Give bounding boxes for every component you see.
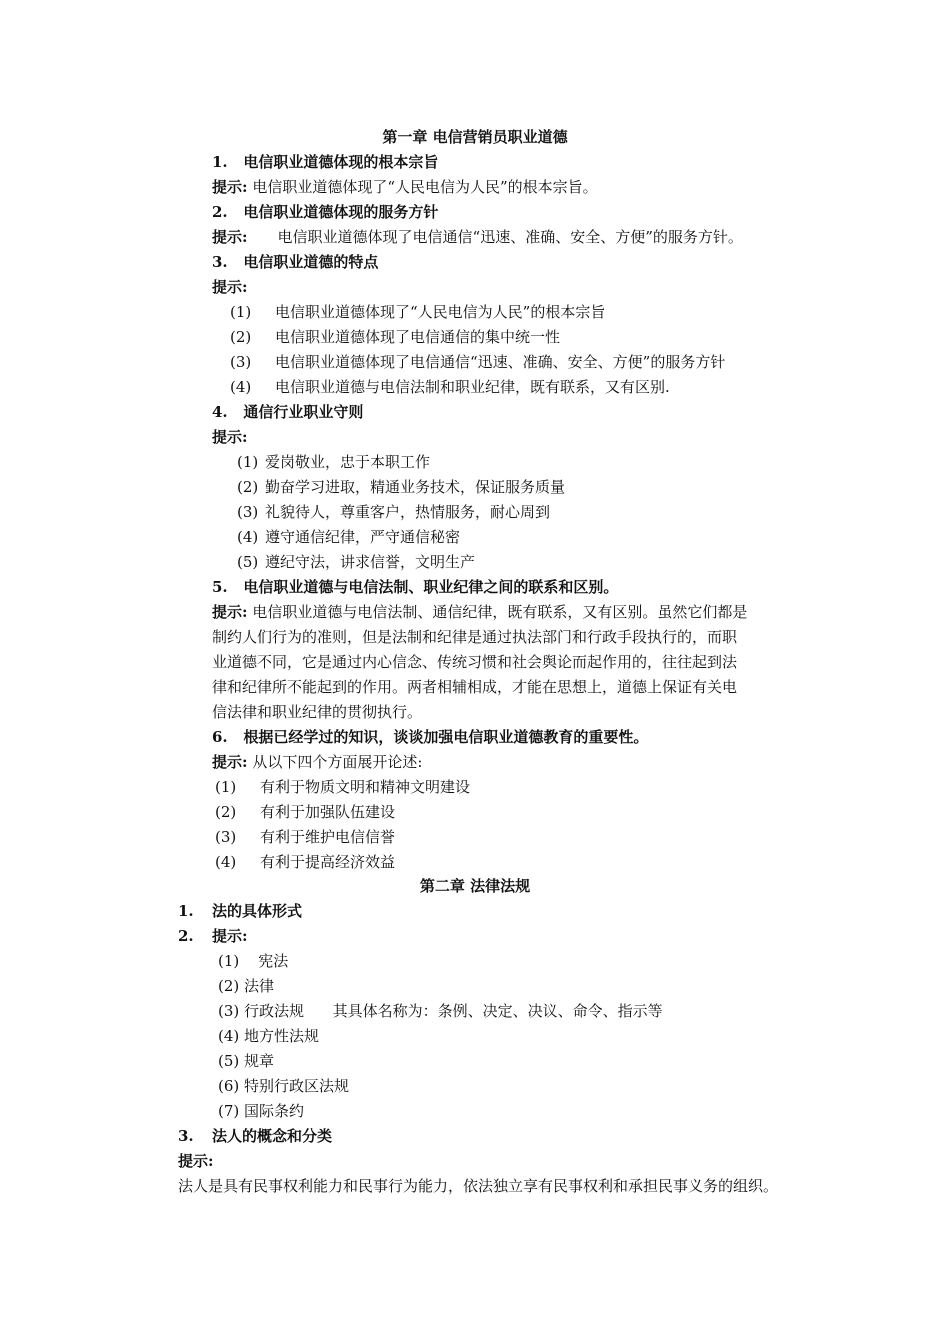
question-5-hint-line: 提示: 电信职业道德与电信法制、通信纪律，既有联系，又有区别。虽然它们都是 <box>212 603 748 621</box>
hint-label: 提示: <box>212 228 248 246</box>
hint-text: 从以下四个方面展开论述: <box>247 753 423 771</box>
hint-label: 提示: <box>212 428 248 446</box>
question-6-hint <box>212 750 422 775</box>
list-item: (5) 遵纪守法，讲求信誉，文明生产 <box>237 553 476 571</box>
question-title: 电信职业道德与电信法制、职业纪律之间的联系和区别。 <box>243 578 619 596</box>
hint-label: 提示: <box>212 603 248 621</box>
list-item: (3) 行政法规 其具体名称为：条例、决定、决议、命令、指示等 <box>218 1002 663 1020</box>
list-item: (5) 规章 <box>218 1052 275 1070</box>
question-number: 4. <box>212 403 228 421</box>
question-title: 根据已经学过的知识，谈谈加强电信职业道德教育的重要性。 <box>243 728 649 746</box>
list-item: (4) 遵守通信纪律，严守通信秘密 <box>237 528 461 546</box>
list-item: (3) 礼貌待人，尊重客户，热情服务，耐心周到 <box>237 503 551 521</box>
section-1-heading: 1. 法的具体形式 <box>178 902 303 920</box>
question-3-heading <box>212 250 378 275</box>
question-6-heading <box>212 725 648 750</box>
question-2-hint <box>212 225 743 250</box>
list-item: (6) 特别行政区法规 <box>218 1077 350 1095</box>
paragraph-line: 业道德不同，它是通过内心信念、传统习惯和社会舆论而起作用的，往往起到法 <box>212 653 738 671</box>
paragraph-line: 制约人们行为的准则，但是法制和纪律是通过执法部门和行政手段执行的，而职 <box>212 628 738 646</box>
hint-label: 提示: <box>178 1152 214 1170</box>
question-number: 3. <box>212 253 228 271</box>
list-item: (4) 有利于提高经济效益 <box>215 853 396 871</box>
question-1-hint <box>212 175 598 200</box>
list-item: (2) 电信职业道德体现了电信通信的集中统一性 <box>230 328 561 346</box>
question-number: 5. <box>212 578 228 596</box>
chapter-1-title: 第一章 电信营销员职业道德 <box>382 128 568 146</box>
list-item: (4) 电信职业道德与电信法制和职业纪律，既有联系，又有区别. <box>230 378 670 396</box>
chapter-2-title: 第二章 法律法规 <box>419 877 531 895</box>
hint-label: 提示: <box>212 278 248 296</box>
question-number: 6. <box>212 728 228 746</box>
list-item: (4) 地方性法规 <box>218 1027 320 1045</box>
paragraph-line: 律和纪律所不能起到的作用。两者相辅相成，才能在思想上，道德上保证有关电 <box>212 678 738 696</box>
list-item: (3) 有利于维护电信信誉 <box>215 828 396 846</box>
list-item: (1) 爱岗敬业，忠于本职工作 <box>237 453 431 471</box>
list-item: (1) 有利于物质文明和精神文明建设 <box>215 778 471 796</box>
question-title: 电信职业道德体现的服务方针 <box>243 203 439 221</box>
question-5-heading <box>212 575 618 600</box>
list-item: (2) 法律 <box>218 977 275 995</box>
paragraph-line: 信法律和职业纪律的贯彻执行。 <box>212 703 423 721</box>
list-item: (2) 勤奋学习进取，精通业务技术，保证服务质量 <box>237 478 566 496</box>
section-2-heading: 2. 提示: <box>178 927 248 945</box>
hint-text: 电信职业道德体现了“人民电信为人民”的根本宗旨。 <box>247 178 598 196</box>
list-item: (3) 电信职业道德体现了电信通信“迅速、准确、安全、方便”的服务方针 <box>230 353 726 371</box>
question-4-heading <box>212 400 363 425</box>
list-item: (1) 宪法 <box>218 952 289 970</box>
list-item: (1) 电信职业道德体现了“人民电信为人民”的根本宗旨 <box>230 303 606 321</box>
list-item: (7) 国际条约 <box>218 1102 305 1120</box>
list-item: (2) 有利于加强队伍建设 <box>215 803 396 821</box>
section-3-heading: 3. 法人的概念和分类 <box>178 1127 333 1145</box>
question-title: 通信行业职业守则 <box>243 403 364 421</box>
question-2-heading <box>212 200 438 225</box>
question-1-heading <box>212 150 438 175</box>
question-title: 电信职业道德体现的根本宗旨 <box>243 153 439 171</box>
hint-label: 提示: <box>212 753 248 771</box>
question-title: 电信职业道德的特点 <box>243 253 379 271</box>
question-number: 2. <box>212 203 228 221</box>
question-number: 1. <box>212 153 228 171</box>
paragraph: 法人是具有民事权利能力和民事行为能力，依法独立享有民事权利和承担民事义务的组织。 <box>178 1177 779 1195</box>
hint-label: 提示: <box>212 178 248 196</box>
hint-text: 电信职业道德体现了电信通信“迅速、准确、安全、方便”的服务方针。 <box>277 228 743 246</box>
